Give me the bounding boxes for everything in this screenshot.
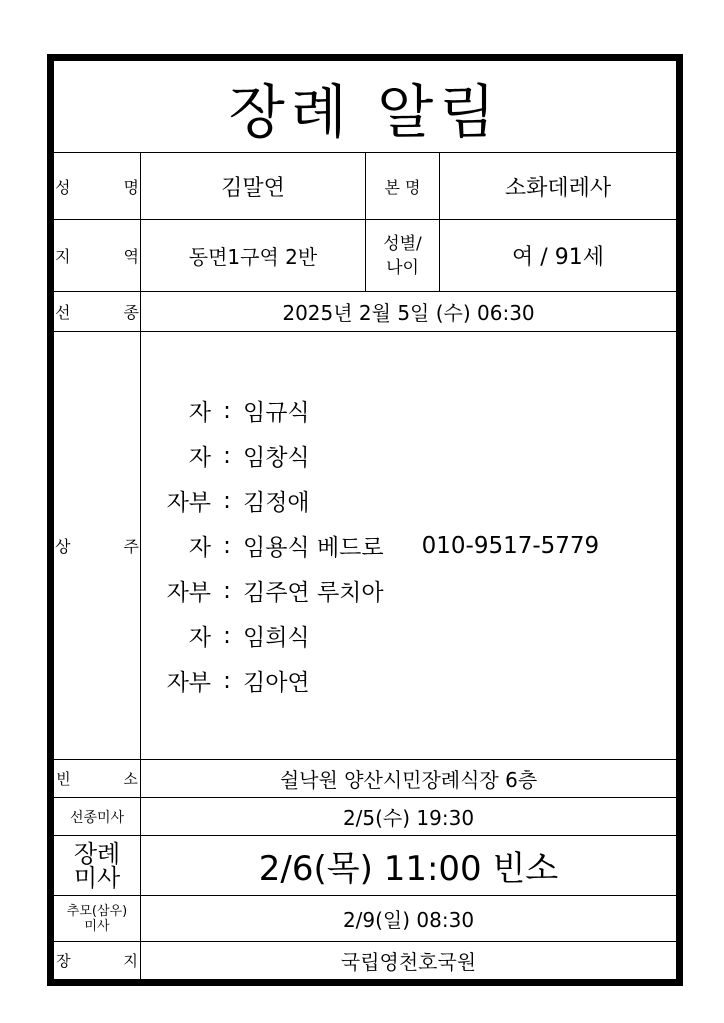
mourner-row: [159, 433, 310, 478]
mortuary: 쉴낙원 양산시민장례식장 6층: [141, 760, 676, 798]
funeral-mass-label: 장례 미사: [54, 836, 141, 896]
baptismal-name-label: 본 명: [366, 153, 440, 220]
mourner-row: [159, 388, 310, 433]
mourner-name: 임희식: [243, 625, 310, 651]
mourner-row: [159, 658, 310, 703]
region: 동면1구역 2반: [141, 220, 366, 292]
funeral-mass: 2/6(목) 11:00 빈소: [141, 836, 676, 896]
burial-label: 장 지: [54, 942, 141, 979]
death-datetime: 2025년 2월 5일 (수) 06:30: [141, 292, 676, 332]
region-label: 지 역: [54, 220, 141, 292]
memorial-mass-label: 추모(삼우) 미사: [54, 896, 141, 942]
mourner-separator: :: [223, 487, 231, 514]
funeral-notice-frame: [47, 54, 683, 986]
mourner-separator: :: [223, 577, 231, 604]
burial-place: 국립영천호국원: [340, 950, 477, 974]
mourner-relation: 자: [188, 535, 211, 561]
mourner-row: [159, 478, 310, 523]
mourner-separator: :: [223, 667, 231, 694]
mourner-name: 김정애: [243, 490, 310, 516]
mourner-name: 임창식: [243, 445, 310, 471]
deceased-name: 김말연: [141, 153, 366, 220]
baptismal-name: 소화데레사: [440, 153, 676, 220]
mourner-relation: 자: [188, 400, 211, 426]
mourner-relation: 자: [188, 625, 211, 651]
mourner-separator: :: [223, 442, 231, 469]
memorial-mass: 2/9(일) 08:30: [141, 896, 676, 942]
mourner-name: 김주연 루치아: [243, 580, 384, 606]
page-title: 장례 알림: [54, 61, 676, 153]
mourner-separator: :: [223, 532, 231, 559]
mourners-list: [141, 332, 676, 760]
sex-age-label: 성별/ 나이: [366, 220, 440, 292]
mourner-relation: 자: [188, 445, 211, 471]
mourner-row: [159, 568, 384, 613]
mourner-relation: 자부: [166, 580, 211, 606]
mourner-name: 임규식: [243, 400, 310, 426]
vigil-mass: 2/5(수) 19:30: [141, 798, 676, 836]
mourner-row: [159, 523, 599, 568]
vigil-mass-label: 선종미사: [54, 798, 141, 836]
mourner-separator: :: [223, 622, 231, 649]
mourner-separator: :: [223, 397, 231, 424]
mourner-phone: 010-9517-5779: [421, 532, 600, 559]
mourners-label: 상 주: [54, 332, 141, 760]
mortuary-label: 빈 소: [54, 760, 141, 798]
mourner-relation: 자부: [166, 490, 211, 516]
name-label: 성 명: [54, 153, 141, 220]
mourner-relation: 자부: [166, 670, 211, 696]
sex-age: 여 / 91세: [440, 220, 676, 292]
mourner-name: 김아연: [243, 670, 310, 696]
mourner-row: [159, 613, 310, 658]
mourner-name: 임용식 베드로: [243, 535, 384, 561]
death-label: 선 종: [54, 292, 141, 332]
